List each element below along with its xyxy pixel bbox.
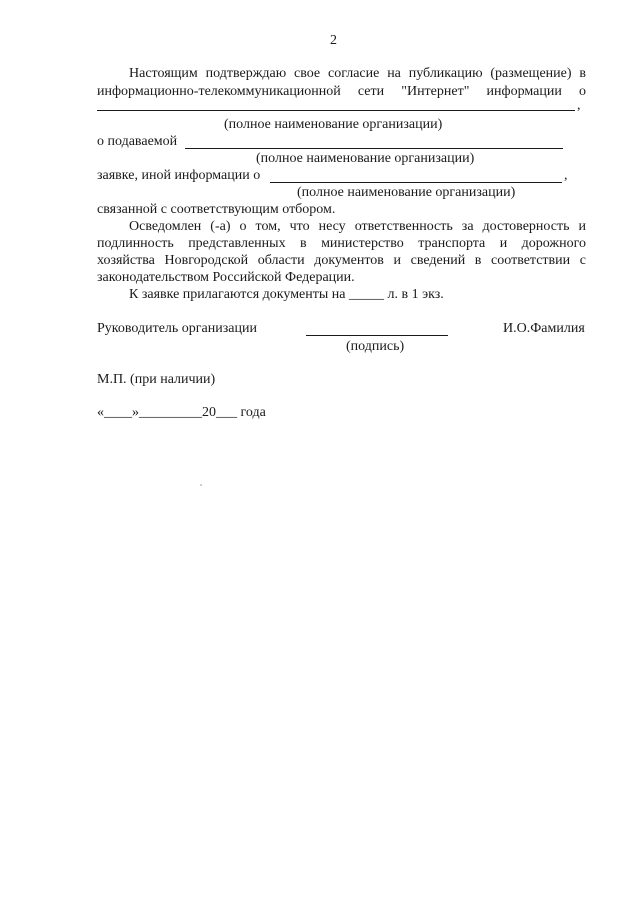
year-prefix: 20	[202, 405, 216, 420]
signer-role: Руководитель организации	[97, 321, 257, 336]
consent-line-5-comma: ,	[564, 168, 568, 183]
consent-line-3-comma: ,	[577, 98, 581, 113]
org-name-blank-2	[185, 148, 563, 149]
day-blank: ____	[104, 405, 132, 420]
org-name-caption-3: (полное наименование организации)	[297, 185, 516, 200]
date-line	[97, 405, 266, 421]
org-name-caption-1: (полное наименование организации)	[224, 117, 443, 132]
org-name-blank-1	[97, 110, 575, 111]
attachments-prefix: К заявке прилагаются документы на	[129, 287, 346, 302]
pages-count-blank: _____	[349, 287, 384, 302]
signature-blank	[306, 335, 448, 336]
attachments-line	[129, 287, 444, 303]
notice-line-2: подлинность представленных в министерство транспорта и дорожного	[97, 236, 586, 251]
org-name-caption-2: (полное наименование организации)	[256, 151, 475, 166]
consent-line-1: Настоящим подтверждаю свое согласие на публикацию (размещение) в	[129, 66, 586, 81]
consent-line-2: информационно-телекоммуникационной сети "Интернет" информации о	[97, 84, 586, 99]
consent-line-6: связанной с соответствующим отбором.	[97, 202, 336, 217]
month-blank: _________	[139, 405, 202, 420]
org-name-blank-3	[270, 182, 562, 183]
other-info-prefix: заявке, иной информации о	[97, 168, 261, 183]
scan-speck	[200, 484, 202, 486]
year-blank: ___	[216, 405, 237, 420]
signer-name: И.О.Фамилия	[503, 321, 585, 336]
page-number: 2	[330, 33, 337, 48]
attachments-suffix: л. в 1 экз.	[387, 287, 444, 302]
notice-line-3: хозяйства Новгородской области документов и сведений в соответствии с	[97, 253, 586, 268]
year-word: года	[240, 405, 266, 420]
notice-line-1: Осведомлен (-а) о том, что несу ответственность за достоверность и	[129, 219, 586, 234]
date-close-quote: »	[132, 405, 139, 420]
notice-line-4: законодательством Российской Федерации.	[97, 270, 355, 285]
signature-caption: (подпись)	[346, 339, 405, 354]
date-open-quote: «	[97, 405, 104, 420]
submitted-prefix: о подаваемой	[97, 134, 178, 149]
seal-placeholder: М.П. (при наличии)	[97, 372, 216, 387]
